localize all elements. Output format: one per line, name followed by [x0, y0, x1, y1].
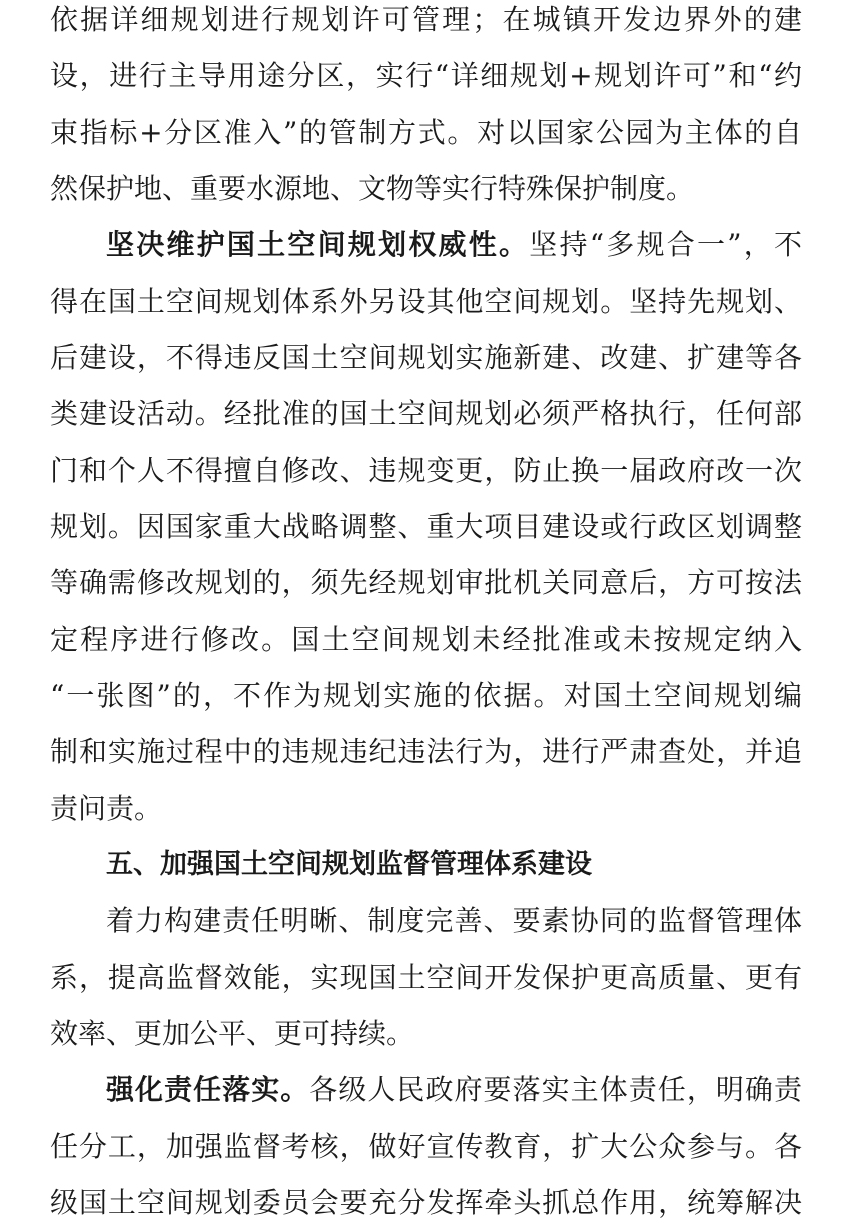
paragraph4-first-line [106, 1070, 802, 1110]
paragraph1-line-2: 设，进行主导用途分区，实行“详细规划+规划许可”和“约 [50, 59, 802, 92]
paragraph4-lead: 强化责任落实。 [106, 1073, 310, 1106]
paragraph2-line-6: 规划。因国家重大战略调整、重大项目建设或行政区划调整 [50, 510, 802, 543]
paragraph2-first-line-rest: 坚持“多规合一”，不 [529, 228, 802, 261]
paragraph1-line-4: 然保护地、重要水源地、文物等实行特殊保护制度。 [50, 172, 695, 205]
paragraph3-line-3: 效率、更加公平、更可持续。 [50, 1017, 415, 1050]
paragraph4-line-3: 级国土空间规划委员会要充分发挥牵头抓总作用，统筹解决 [50, 1186, 802, 1219]
paragraph2-line-11: 责问责。 [50, 792, 163, 825]
paragraph1-line-3: 束指标+分区准入”的管制方式。对以国家公园为主体的自 [50, 116, 802, 149]
section-heading: 五、加强国土空间规划监督管理体系建设 [106, 849, 592, 880]
paragraph2-first-line [106, 225, 802, 265]
paragraph2-line-7: 等确需修改规划的，须先经规划审批机关同意后，方可按法 [50, 566, 802, 599]
paragraph3-first-line: 着力构建责任明晰、制度完善、要素协同的监督管理体 [106, 904, 802, 937]
paragraph4-line-2: 任分工，加强监督考核，做好宣传教育，扩大公众参与。各 [50, 1130, 802, 1163]
paragraph2-lead: 坚决维护国土空间规划权威性。 [106, 228, 530, 261]
paragraph2-line-10: 制和实施过程中的违规违纪违法行为，进行严肃查处，并追 [50, 735, 802, 768]
paragraph3-line-2: 系，提高监督效能，实现国土空间开发保护更高质量、更有 [50, 961, 802, 994]
paragraph2-line-2: 得在国土空间规划体系外另设其他空间规划。坚持先规划、 [50, 285, 802, 318]
paragraph2-line-5: 门和个人不得擅自修改、违规变更，防止换一届政府改一次 [50, 454, 802, 487]
paragraph4-first-line-rest: 各级人民政府要落实主体责任，明确责 [309, 1073, 802, 1106]
paragraph1-line-1: 依据详细规划进行规划许可管理；在城镇开发边界外的建 [50, 3, 802, 36]
paragraph2-line-3: 后建设，不得违反国土空间规划实施新建、改建、扩建等各 [50, 341, 802, 374]
paragraph2-line-4: 类建设活动。经批准的国土空间规划必须严格执行，任何部 [50, 397, 802, 430]
paragraph2-line-8: 定程序进行修改。国土空间规划未经批准或未按规定纳入 [50, 623, 802, 656]
paragraph2-line-9: “一张图”的，不作为规划实施的依据。对国土空间规划编 [50, 679, 802, 712]
